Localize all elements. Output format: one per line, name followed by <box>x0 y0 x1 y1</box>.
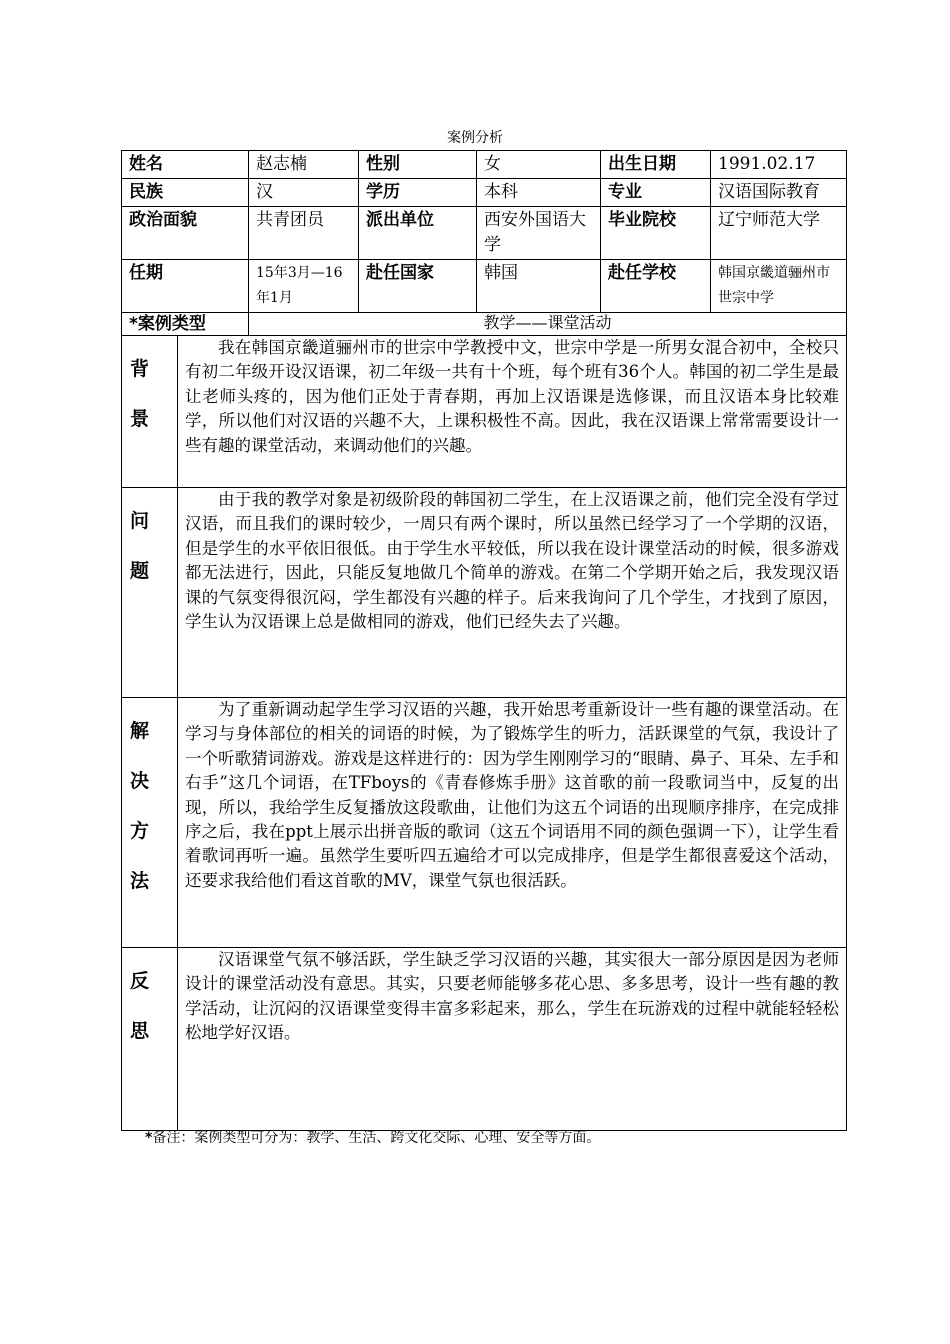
term-label: 任期 <box>122 260 249 313</box>
country-value: 韩国 <box>477 260 601 313</box>
birth-label: 出生日期 <box>601 151 711 179</box>
politics-value: 共青团员 <box>249 207 359 260</box>
problem-label <box>122 488 178 698</box>
ethnicity-value: 汉 <box>249 179 359 207</box>
politics-label: 政治面貌 <box>122 207 249 260</box>
document-title: 案例分析 <box>447 130 503 146</box>
reflection-label-char: 反 <box>130 970 150 992</box>
gender-label: 性别 <box>359 151 477 179</box>
education-value: 本科 <box>477 179 601 207</box>
problem-label-char: 题 <box>130 560 150 582</box>
major-value: 汉语国际教育 <box>711 179 847 207</box>
case-type-value: 教学——课堂活动 <box>249 313 847 336</box>
case-analysis-table <box>121 150 847 1131</box>
background-label-char: 景 <box>130 408 150 430</box>
reflection-label-char: 思 <box>130 1020 150 1042</box>
footnote-text: 备注：案例类型可分为：教学、生活、跨文化交际、心理、安全等方面。 <box>152 1130 601 1146</box>
graduate-value: 辽宁师范大学 <box>711 207 847 260</box>
name-label: 姓名 <box>122 151 249 179</box>
solution-label-char: 方 <box>130 820 150 842</box>
footnote <box>145 1127 600 1147</box>
footnote-star: * <box>145 1130 153 1146</box>
solution-label-char: 解 <box>130 720 150 742</box>
ethnicity-label: 民族 <box>122 179 249 207</box>
birth-value: 1991.02.17 <box>711 151 847 179</box>
gender-value: 女 <box>477 151 601 179</box>
name-value: 赵志楠 <box>249 151 359 179</box>
reflection-label <box>122 948 178 1131</box>
case-type-label: *案例类型 <box>122 313 249 336</box>
major-label: 专业 <box>601 179 711 207</box>
solution-label-char: 决 <box>130 770 150 792</box>
problem-text: 由于我的教学对象是初级阶段的韩国初二学生，在上汉语课之前，他们完全没有学过汉语，而且我们的课时较少，一周只有两个课时，所以虽然已经学习了一个学期的汉语，但是学生的水平依旧很低。由于学生水平较低，所以我在设计课堂活动的时候，很多游戏都无法进行，因此，只能反复地做几个简单的游戏。在第二个学期开始之后，我发现汉语课的气氛变得很沉闷，学生都没有兴趣的样子。后来我询问了几个学生，才找到了原因，学生认为汉语课上总是做相同的游戏，他们已经失去了兴趣。 <box>178 488 847 698</box>
dispatch-label: 派出单位 <box>359 207 477 260</box>
country-label: 赴任国家 <box>359 260 477 313</box>
background-text: 我在韩国京畿道骊州市的世宗中学教授中文，世宗中学是一所男女混合初中，全校只有初二年级开设汉语课，初二年级一共有十个班，每个班有36个人。韩国的初二学生是最让老师头疼的，因为他们正处于青春期，再加上汉语课是选修课，而且汉语本身比较难学，所以他们对汉语的兴趣不大，上课积极性不高。因此，我在汉语课上常常需要设计一些有趣的课堂活动，来调动他们的兴趣。 <box>178 336 847 488</box>
education-label: 学历 <box>359 179 477 207</box>
dispatch-value: 西安外国语大学 <box>477 207 601 260</box>
solution-text: 为了重新调动起学生学习汉语的兴趣，我开始思考重新设计一些有趣的课堂活动。在学习与身体部位的相关的词语的时候，为了锻炼学生的听力，活跃课堂的气氛，我设计了一个听歌猜词游戏。游戏是这样进行的：因为学生刚刚学习的“眼睛、鼻子、耳朵、左手和右手”这几个词语，在TFboys的《青春修炼手册》这首歌的前一段歌词当中，反复的出现，所以，我给学生反复播放这段歌曲，让他们为这五个词语的出现顺序排序，在完成排序之后，我在ppt上展示出拼音版的歌词（这五个词语用不同的颜色强调一下），让学生看着歌词再听一遍。虽然学生要听四五遍给才可以完成排序，但是学生都很喜爱这个活动，还要求我给他们看这首歌的MV，课堂气氛也很活跃。 <box>178 698 847 948</box>
problem-label-char: 问 <box>130 510 150 532</box>
graduate-label: 毕业院校 <box>601 207 711 260</box>
background-label-char: 背 <box>130 358 150 380</box>
school-label: 赴任学校 <box>601 260 711 313</box>
reflection-text: 汉语课堂气氛不够活跃，学生缺乏学习汉语的兴趣，其实很大一部分原因是因为老师设计的课堂活动没有意思。其实，只要老师能够多花心思、多多思考，设计一些有趣的教学活动，让沉闷的汉语课堂变得丰富多彩起来，那么，学生在玩游戏的过程中就能轻轻松松地学好汉语。 <box>178 948 847 1131</box>
term-value: 15年3月—16年1月 <box>249 260 359 313</box>
background-label <box>122 336 178 488</box>
solution-label-char: 法 <box>130 870 150 892</box>
solution-label <box>122 698 178 948</box>
school-value: 韩国京畿道骊州市世宗中学 <box>711 260 847 313</box>
